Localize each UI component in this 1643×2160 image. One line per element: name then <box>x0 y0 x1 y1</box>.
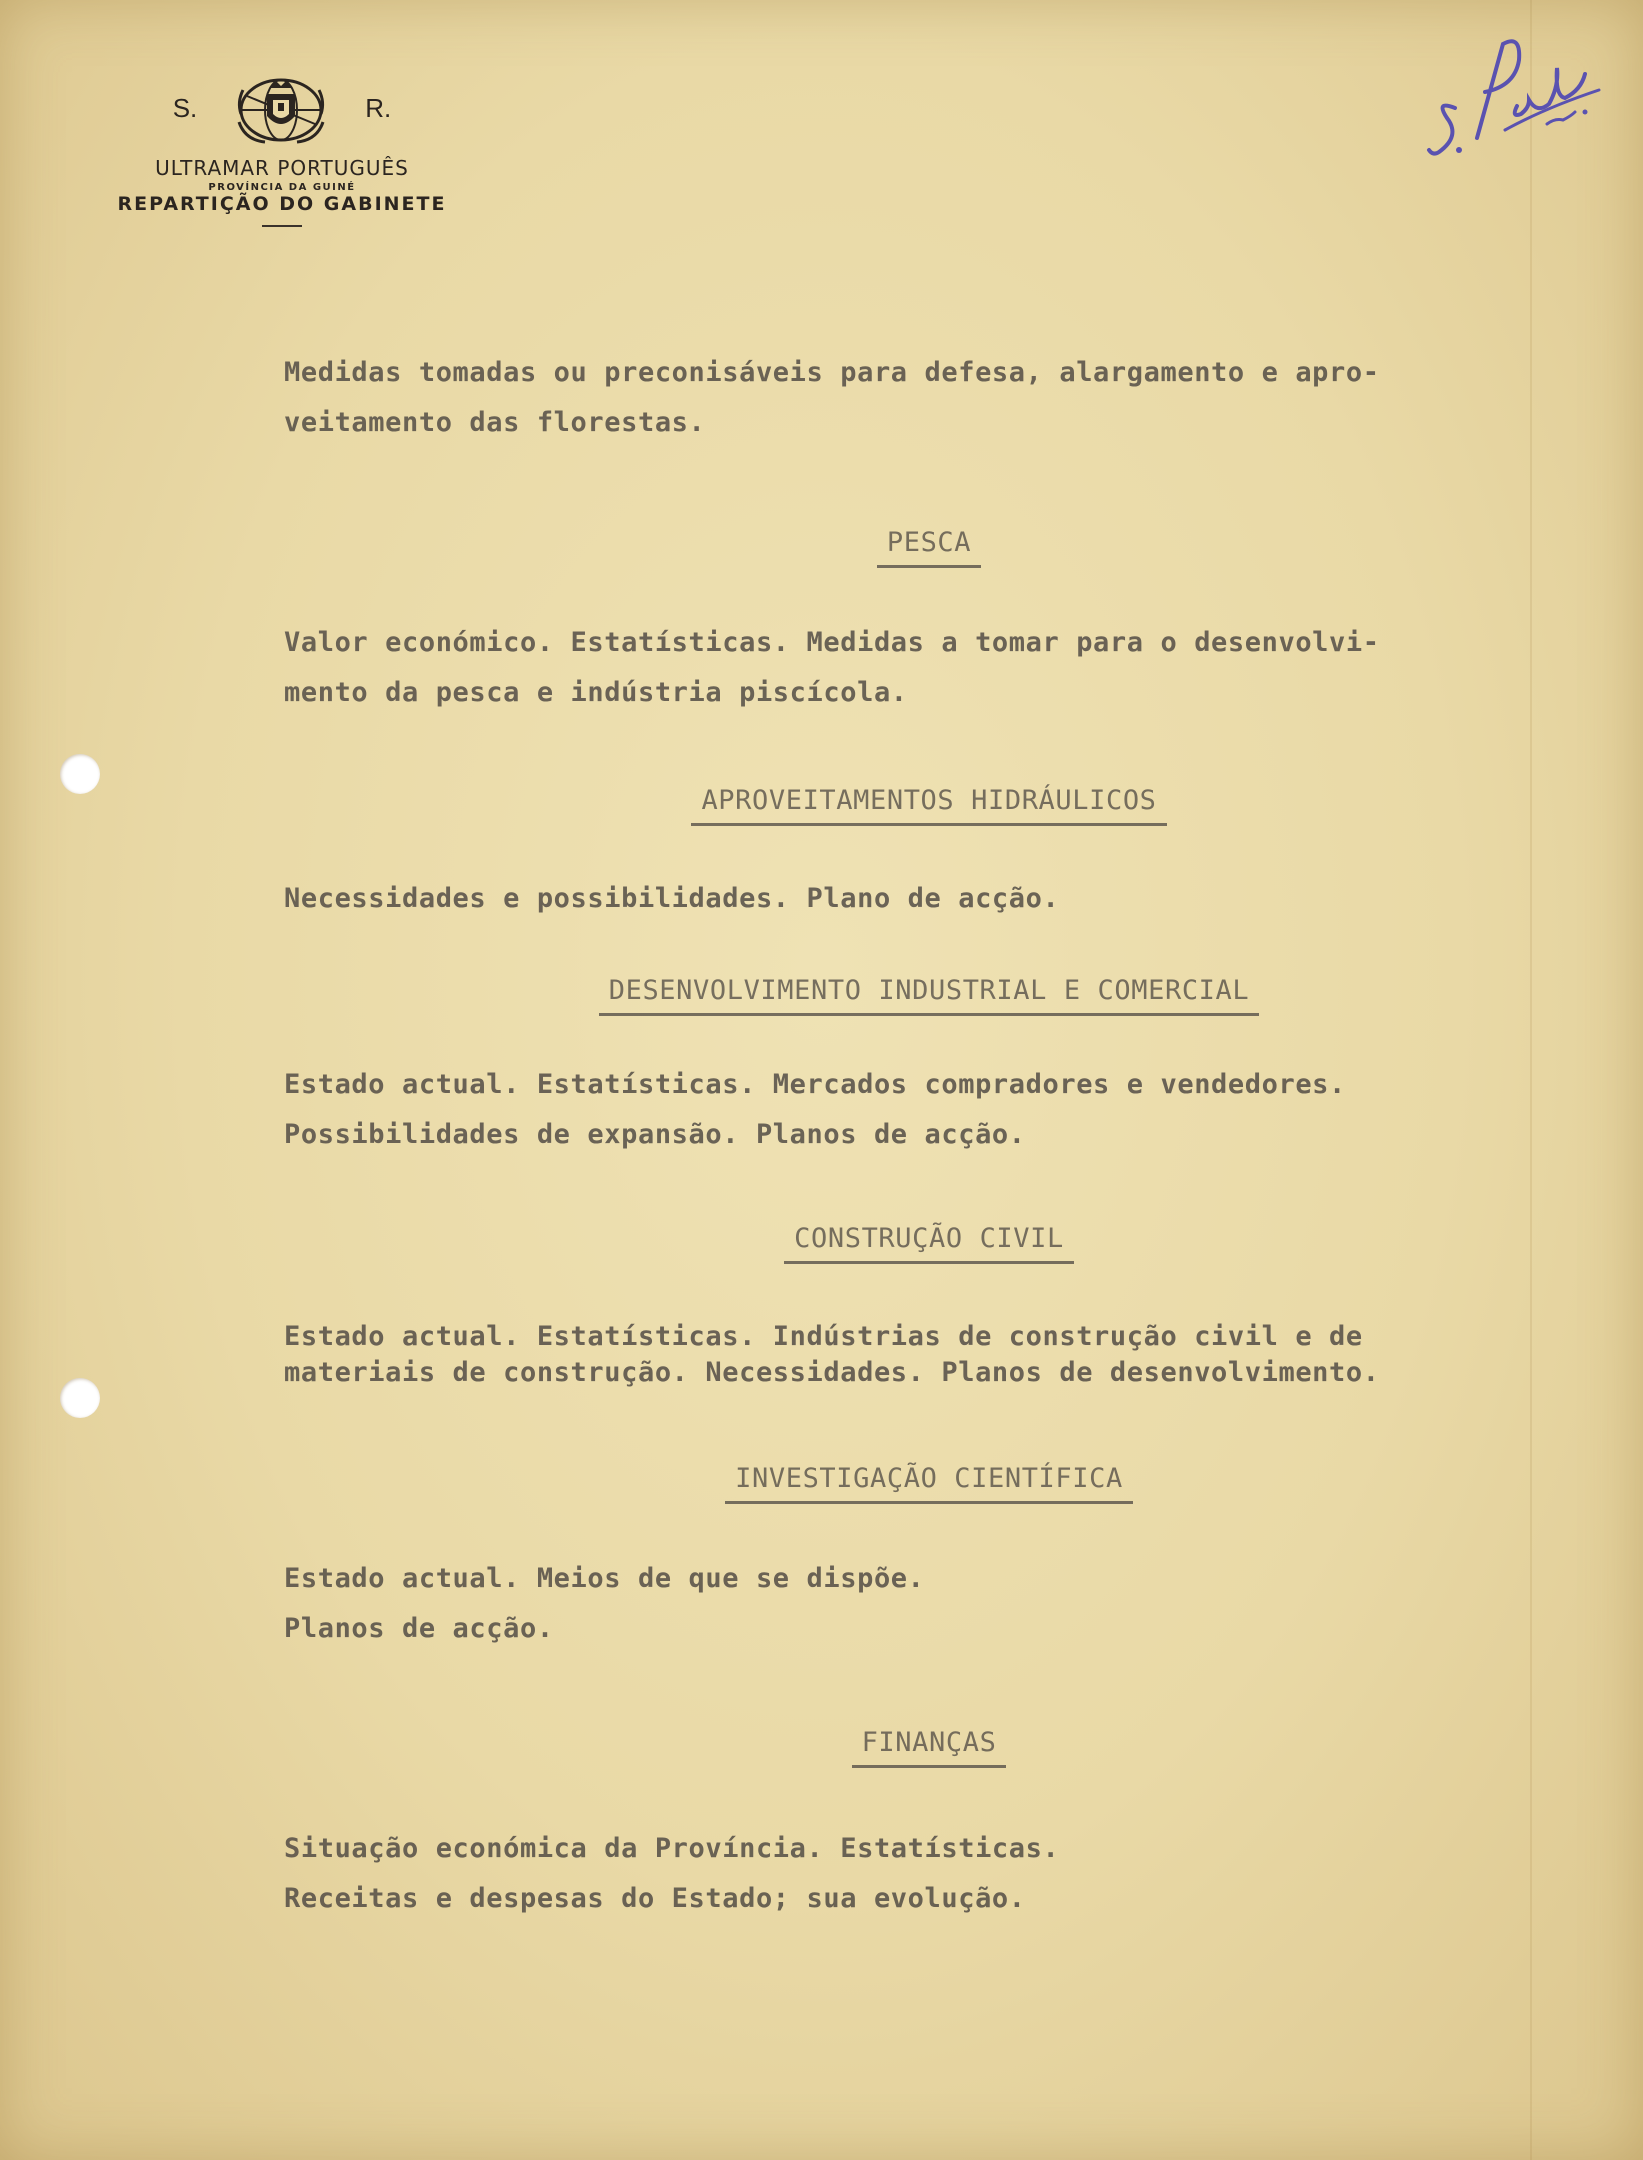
heading-desenvolvimento-industrial <box>284 966 1574 1016</box>
coat-of-arms-icon <box>235 70 327 146</box>
investigacao-paragraph-line-1: Estado actual. Meios de que se dispõe. <box>284 1563 925 1594</box>
financas-paragraph-line-1: Situação económica da Província. Estatísticas. <box>284 1833 1060 1864</box>
heading-construcao-civil-text: CONSTRUÇÃO CIVIL <box>784 1219 1074 1264</box>
typed-body <box>284 348 1574 1924</box>
letterhead-emblem-row <box>72 66 492 150</box>
letterhead-ultramar: ULTRAMAR PORTUGUÊS <box>155 156 409 180</box>
heading-construcao-civil <box>284 1214 1574 1264</box>
letterhead-rule <box>262 225 302 227</box>
heading-aproveitamentos-hidraulicos <box>284 776 1574 826</box>
industrial-paragraph-line-2: Possibilidades de expansão. Planos de acção. <box>284 1119 1026 1150</box>
industrial-paragraph-line-1: Estado actual. Estatísticas. Mercados compradores e vendedores. <box>284 1069 1346 1100</box>
forests-paragraph-line-1: Medidas tomadas ou preconisáveis para defesa, alargamento e apro- <box>284 357 1380 388</box>
heading-financas <box>284 1718 1574 1768</box>
handwritten-initials <box>1425 20 1610 175</box>
heading-investigacao-cientifica-text: INVESTIGAÇÃO CIENTÍFICA <box>725 1459 1133 1504</box>
letterhead-reparticao: REPARTIÇÃO DO GABINETE <box>117 193 447 215</box>
investigacao-paragraph-line-2: Planos de acção. <box>284 1613 554 1644</box>
heading-investigacao-cientifica <box>284 1454 1574 1504</box>
construcao-paragraph-line-1: Estado actual. Estatísticas. Indústrias de construção civil e de <box>284 1321 1363 1352</box>
hidraulicos-paragraph-line-1: Necessidades e possibilidades. Plano de acção. <box>284 883 1060 914</box>
letterhead-left-letter: S. <box>172 92 198 123</box>
letterhead <box>72 66 492 227</box>
heading-financas-text: FINANÇAS <box>852 1723 1007 1768</box>
heading-aproveitamentos-hidraulicos-text: APROVEITAMENTOS HIDRÁULICOS <box>691 781 1166 826</box>
punch-hole-bottom <box>60 1378 100 1418</box>
heading-pesca-text: PESCA <box>877 523 981 568</box>
pesca-paragraph-line-2: mento da pesca e indústria piscícola. <box>284 677 908 708</box>
construcao-paragraph-line-2: materiais de construção. Necessidades. Planos de desenvolvimento. <box>284 1357 1380 1388</box>
heading-pesca <box>284 518 1574 568</box>
heading-desenvolvimento-industrial-text: DESENVOLVIMENTO INDUSTRIAL E COMERCIAL <box>599 971 1260 1016</box>
financas-paragraph-line-2: Receitas e despesas do Estado; sua evolução. <box>284 1883 1026 1914</box>
forests-paragraph-line-2: veitamento das florestas. <box>284 407 706 438</box>
letterhead-right-letter: R. <box>365 92 392 123</box>
pesca-paragraph-line-1: Valor económico. Estatísticas. Medidas a tomar para o desenvolvi- <box>284 627 1380 658</box>
punch-hole-top <box>60 754 100 794</box>
letterhead-provincia: PROVÍNCIA DA GUINÉ <box>208 182 356 193</box>
